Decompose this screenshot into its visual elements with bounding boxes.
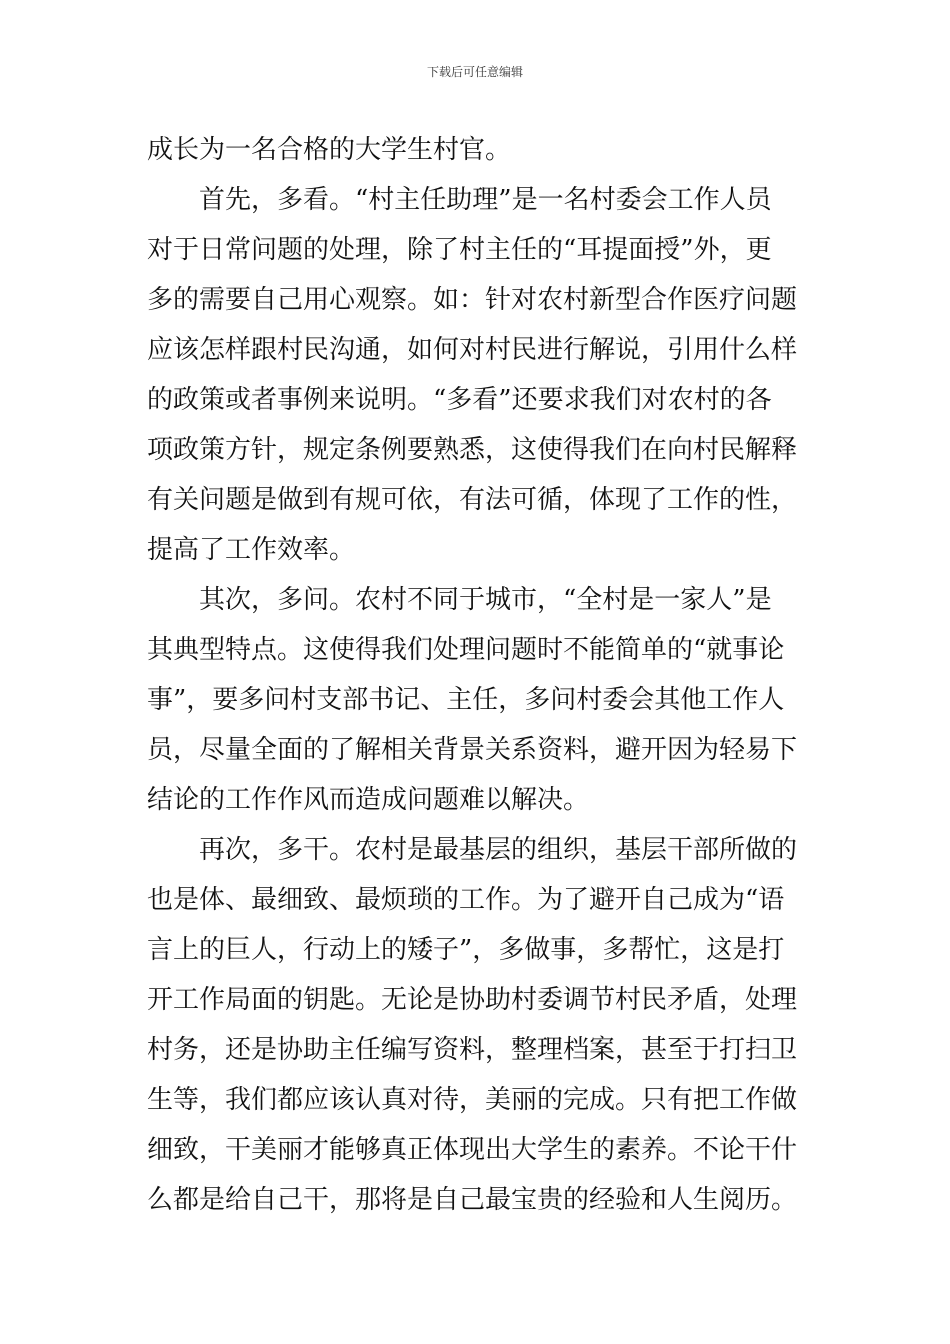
text-line: 事”，要多问村支部书记、主任，多问村委会其他工作人 (147, 685, 785, 715)
text-line: 开工作局面的钥匙。无论是协助村委调节村民矛盾，处理 (147, 985, 798, 1015)
text-line: 言上的巨人，行动上的矮子”，多做事，多帮忙，这是打 (147, 935, 785, 965)
text-line: 应该怎样跟村民沟通，如何对村民进行解说，引用什么样 (147, 335, 798, 365)
text-line: 提高了工作效率。 (147, 535, 356, 565)
text-line: 项政策方针，规定条例要熟悉，这使得我们在向村民解释 (147, 435, 798, 465)
text-line: 结论的工作作风而造成问题难以解决。 (147, 785, 590, 815)
text-line: 其典型特点。这使得我们处理问题时不能简单的“就事论 (147, 635, 785, 665)
text-line: 也是体、最细致、最烦琐的工作。为了避开自己成为“语 (147, 885, 785, 915)
text-line: 有关问题是做到有规可依，有法可循，体现了工作的性， (147, 485, 798, 515)
text-line: 多的需要自己用心观察。如：针对农村新型合作医疗问题 (147, 285, 798, 315)
text-line: 村务，还是协助主任编写资料，整理档案，甚至于打扫卫 (147, 1035, 798, 1065)
text-line: 生等，我们都应该认真对待，美丽的完成。只有把工作做 (147, 1085, 798, 1115)
text-line: 再次，多干。农村是最基层的组织，基层干部所做的 (199, 835, 798, 865)
document-body (147, 125, 807, 1225)
text-line: 成长为一名合格的大学生村官。 (147, 135, 512, 165)
text-line: 对于日常问题的处理，除了村主任的“耳提面授”外，更 (147, 235, 772, 265)
text-line: 细致，干美丽才能够真正体现出大学生的素养。不论干什 (147, 1135, 798, 1165)
text-line: 么都是给自己干，那将是自己最宝贵的经验和人生阅历。 (147, 1185, 798, 1215)
text-line: 的政策或者事例来说明。“多看”还要求我们对农村的各 (147, 385, 772, 415)
page-header: 下载后可任意编辑 (426, 65, 523, 79)
text-line: 其次，多问。农村不同于城市，“全村是一家人”是 (199, 585, 772, 615)
text-line: 首先，多看。“村主任助理”是一名村委会工作人员 (199, 185, 772, 215)
text-line: 员，尽量全面的了解相关背景关系资料，避开因为轻易下 (147, 735, 798, 765)
